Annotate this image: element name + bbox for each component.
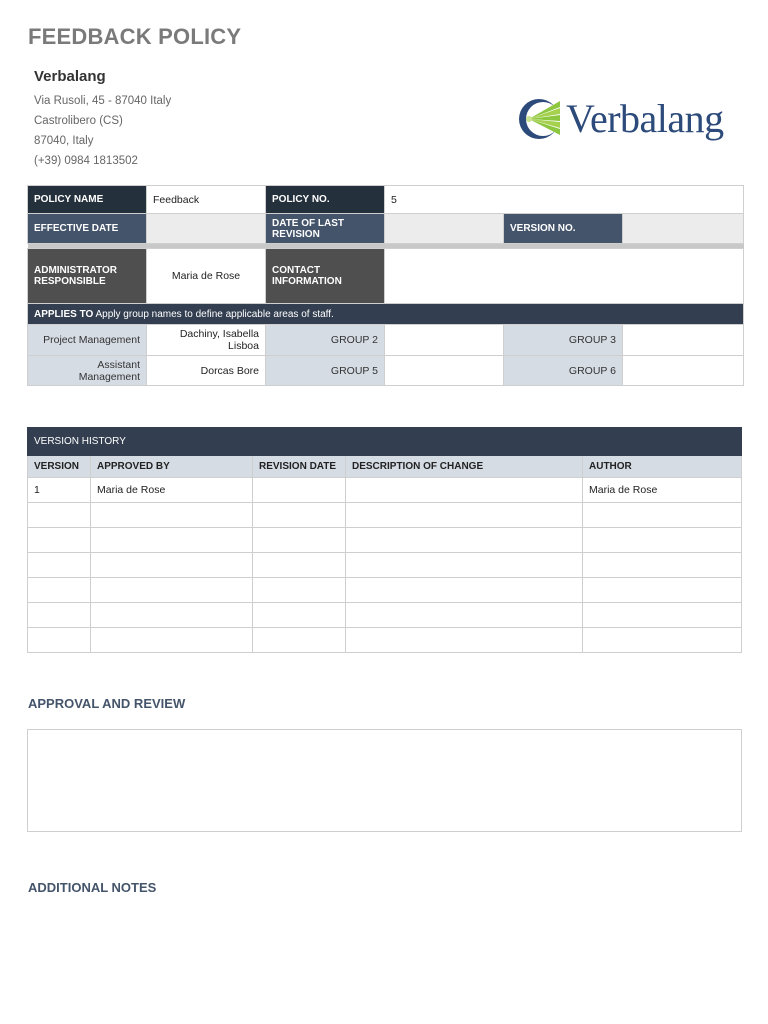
table-cell[interactable] — [583, 628, 742, 653]
document-title: FEEDBACK POLICY — [28, 24, 242, 49]
group-1-value[interactable]: Dachiny, Isabella Lisboa — [147, 325, 266, 356]
group-2-value[interactable] — [385, 325, 504, 356]
table-row — [28, 578, 742, 603]
group-2-name: GROUP 2 — [266, 325, 385, 356]
table-cell[interactable] — [346, 503, 583, 528]
table-cell[interactable] — [583, 578, 742, 603]
table-cell[interactable]: Maria de Rose — [583, 478, 742, 503]
version-no-label: VERSION NO. — [504, 214, 623, 244]
policy-no-label: POLICY NO. — [266, 186, 385, 214]
company-logo — [516, 96, 736, 142]
effective-date-label: EFFECTIVE DATE — [28, 214, 147, 244]
applies-to-label: APPLIES TO — [34, 308, 94, 320]
table-cell[interactable] — [28, 603, 91, 628]
applies-to-bar — [28, 304, 744, 325]
version-no-value[interactable] — [623, 214, 744, 244]
contact-value[interactable] — [385, 249, 744, 304]
group-3-value[interactable] — [623, 325, 744, 356]
applies-to-hint: Apply group names to define applicable areas of staff. — [95, 308, 334, 320]
table-cell[interactable] — [583, 603, 742, 628]
table-row — [28, 603, 742, 628]
table-cell[interactable] — [253, 478, 346, 503]
organization-name: Verbalang — [34, 68, 106, 85]
contact-label: CONTACT INFORMATION — [266, 249, 385, 304]
version-history-table — [27, 427, 742, 653]
group-4-name: Assistant Management — [28, 356, 147, 386]
table-row — [28, 503, 742, 528]
table-cell[interactable] — [346, 578, 583, 603]
table-cell[interactable] — [253, 578, 346, 603]
group-3-name: GROUP 3 — [504, 325, 623, 356]
table-cell[interactable] — [253, 503, 346, 528]
version-history-header-row — [28, 456, 742, 478]
col-version: VERSION — [28, 456, 91, 478]
policy-name-label: POLICY NAME — [28, 186, 147, 214]
logo-mark-icon — [516, 96, 564, 142]
table-cell[interactable] — [91, 503, 253, 528]
approval-review-box[interactable] — [27, 729, 742, 832]
last-revision-value[interactable] — [385, 214, 504, 244]
table-cell[interactable] — [583, 553, 742, 578]
group-1-name: Project Management — [28, 325, 147, 356]
administrator-label: ADMINISTRATOR RESPONSIBLE — [28, 249, 147, 304]
table-cell[interactable] — [253, 553, 346, 578]
col-revision-date: REVISION DATE — [253, 456, 346, 478]
table-cell[interactable] — [91, 553, 253, 578]
table-cell[interactable] — [346, 528, 583, 553]
phone-number: (+39) 0984 1813502 — [34, 155, 138, 167]
policy-info-table — [27, 185, 744, 386]
table-cell[interactable] — [91, 628, 253, 653]
effective-date-value[interactable] — [147, 214, 266, 244]
last-revision-label: DATE OF LAST REVISION — [266, 214, 385, 244]
table-cell[interactable] — [28, 528, 91, 553]
table-cell[interactable] — [583, 528, 742, 553]
address-line-2: Castrolibero (CS) — [34, 115, 123, 127]
table-cell[interactable] — [91, 528, 253, 553]
table-row — [28, 478, 742, 503]
group-6-value[interactable] — [623, 356, 744, 386]
table-cell[interactable] — [253, 528, 346, 553]
table-row — [28, 528, 742, 553]
table-cell[interactable] — [28, 503, 91, 528]
table-cell[interactable] — [346, 603, 583, 628]
table-cell[interactable] — [28, 553, 91, 578]
policy-no-value[interactable]: 5 — [385, 186, 744, 214]
table-cell[interactable]: Maria de Rose — [91, 478, 253, 503]
table-cell[interactable] — [346, 628, 583, 653]
table-row — [28, 628, 742, 653]
table-cell[interactable] — [28, 628, 91, 653]
col-approved-by: APPROVED BY — [91, 456, 253, 478]
table-cell[interactable] — [253, 628, 346, 653]
administrator-value[interactable]: Maria de Rose — [147, 249, 266, 304]
table-cell[interactable] — [91, 603, 253, 628]
logo-wordmark: Verbalang — [566, 96, 724, 141]
table-cell[interactable] — [253, 603, 346, 628]
table-cell[interactable] — [91, 578, 253, 603]
group-6-name: GROUP 6 — [504, 356, 623, 386]
table-cell[interactable]: 1 — [28, 478, 91, 503]
address-line-1: Via Rusoli, 45 - 87040 Italy — [34, 95, 172, 107]
group-4-value[interactable]: Dorcas Bore — [147, 356, 266, 386]
table-cell[interactable] — [583, 503, 742, 528]
group-5-name: GROUP 5 — [266, 356, 385, 386]
col-description: DESCRIPTION OF CHANGE — [346, 456, 583, 478]
table-cell[interactable] — [28, 578, 91, 603]
organization-block — [34, 68, 171, 171]
address-line-3: 87040, Italy — [34, 135, 94, 147]
approval-review-heading: APPROVAL AND REVIEW — [28, 696, 186, 711]
table-cell[interactable] — [346, 478, 583, 503]
group-5-value[interactable] — [385, 356, 504, 386]
version-history-title: VERSION HISTORY — [28, 428, 742, 456]
additional-notes-heading: ADDITIONAL NOTES — [28, 880, 157, 895]
table-cell[interactable] — [346, 553, 583, 578]
col-author: AUTHOR — [583, 456, 742, 478]
table-row — [28, 553, 742, 578]
policy-name-value[interactable]: Feedback — [147, 186, 266, 214]
